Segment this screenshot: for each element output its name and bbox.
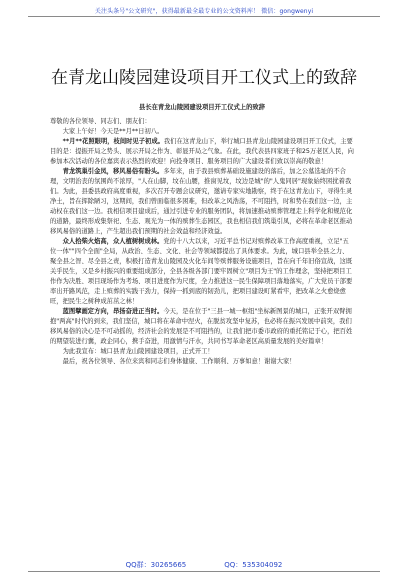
paragraph-4-lead: 蓝图擘画定方向，昂扬奋进正当时。	[62, 308, 164, 315]
declaration: 为此我宣布：城口县青龙山陵园建设项目，正式开工！	[62, 348, 214, 355]
footer-contacts	[0, 560, 408, 570]
paragraph-2-lead: 青龙筑巢引金凤，移风易俗有盼头。	[62, 168, 164, 175]
closing: 最后，祝各位领导、各位来宾和同志们身体健康、工作顺利、万事如意！谢谢大家！	[62, 358, 296, 365]
header-divider	[28, 16, 380, 17]
paragraph-2	[50, 167, 354, 237]
paragraph-3-body: 党的十八大以来，习近平总书记对殡葬改革工作高度重视，立足"五位一体""四个全面"全局，从政治、生态、文化、社会等领域都提出了具体要求。为此，城口县举全县之力、聚全县之智、尽全县之责，积极打造青龙山陵园及火化车间等殡葬服务设施项目，旨在向千年旧俗宣战，这既关乎民生，又是乡村振兴的重要组成部分，全县各级各部门要牢固树立"项目为王"的工作理念，坚持把项目工作作为决胜、项目现场作为考场、项目进度作为尺度，全力推进这一民生保障项目落地落实，广大党员干部要率出开路风范，走上殡葬的实践干劲力，保持一抓到底的韧劲儿，把项目建设町紧看牢，把改革之火愈烧愈旺，把民生之树种成茁茁之林！	[50, 238, 353, 305]
greeting: 大家上午好！今天是**月**日初八。	[62, 128, 164, 135]
paragraph-1-body: 我们在这青龙山下，举行城口县青龙山陵园建设项目开工仪式，主要目的是：提振开局之势头、展示开局之作为、彰显开局之气象。在此，我代表县四家班子和25万老区人民，向参加本次活动的各位嘉宾表示热烈的欢迎！向投身项目、服务项目的广大建设者们致以崇高的敬意！	[50, 138, 354, 165]
paragraph-4	[50, 307, 354, 347]
paragraph-1-lead: **月**花照眼明，枝间时见子初成。	[62, 138, 164, 145]
document-body	[50, 103, 354, 367]
footer-qq[interactable]: QQ：535304092	[224, 561, 283, 569]
footer-divider	[28, 571, 380, 572]
salutation: 尊敬的各位领导、同志们、朋友们：	[50, 118, 151, 125]
footer-qq-group[interactable]: QQ群：30265665	[125, 561, 187, 569]
speech-subtitle: 县长在青龙山陵园建设项目开工仪式上的致辞	[139, 104, 265, 111]
paragraph-3	[50, 237, 354, 307]
page-title: 在青龙山陵园建设项目开工仪式上的致辞	[51, 68, 357, 88]
paragraph-1	[50, 137, 354, 167]
paragraph-3-lead: 众人拾柴火焰高，众人植树树成林。	[62, 238, 164, 245]
paragraph-2-body: 多年来，由于我县殡葬基础设施建设的落后，加之公墓选址的不合理，文明治丧的氛围尚不浓厚，"人在山脚，坟在山腰，推窗见坟，坟边是城"的"人鬼同居"现象始终困扰着我们。为此，县委县政府高度重视，多次召开专题会议研究，邀请专家实地勘察，终于在这青龙山下，寻得生灵净土，旨在挥除陋习，这期间，我们曾面临很多困难，但改革之风浩荡，不可阻挡，时和势在我们这一边，主动权在我们这一边。我相信项目建成后，通过引进专业的服务团队，将加速推动殡葬管理走上科学化和规范化的道路，最终形成集祭祀、生态、观光为一体的殡葬生态园区，我也相信我们筑巢引凤，必将在革命老区推动移风易俗的道路上，产生超出我们预期的社会效益和经济效益。	[50, 168, 353, 235]
header-banner[interactable]: 关注头条号"公文研究"，获得最新最全最专业的公文资料库！ 微信：gongwenyi	[94, 8, 314, 15]
paragraph-4-body: 今天，是在位于"三县一城一枢纽"坐标新图景的城口，正张开双臂拥抱"两高"时代的到来，我们坚信，城口将在革命中涅火，在脱贫攻坚中复苏，也必将在振兴发展中前突，我们移风易俗的决心是不可动摇的，经济社会的发展是不可阻挡的，让我们把市委市政府的重托铭记于心，把百姓的期望装进行囊，政企同心，携手奋进，用激情与汗水，共同书写革命老区高质量发展的美好篇章！	[50, 308, 353, 345]
